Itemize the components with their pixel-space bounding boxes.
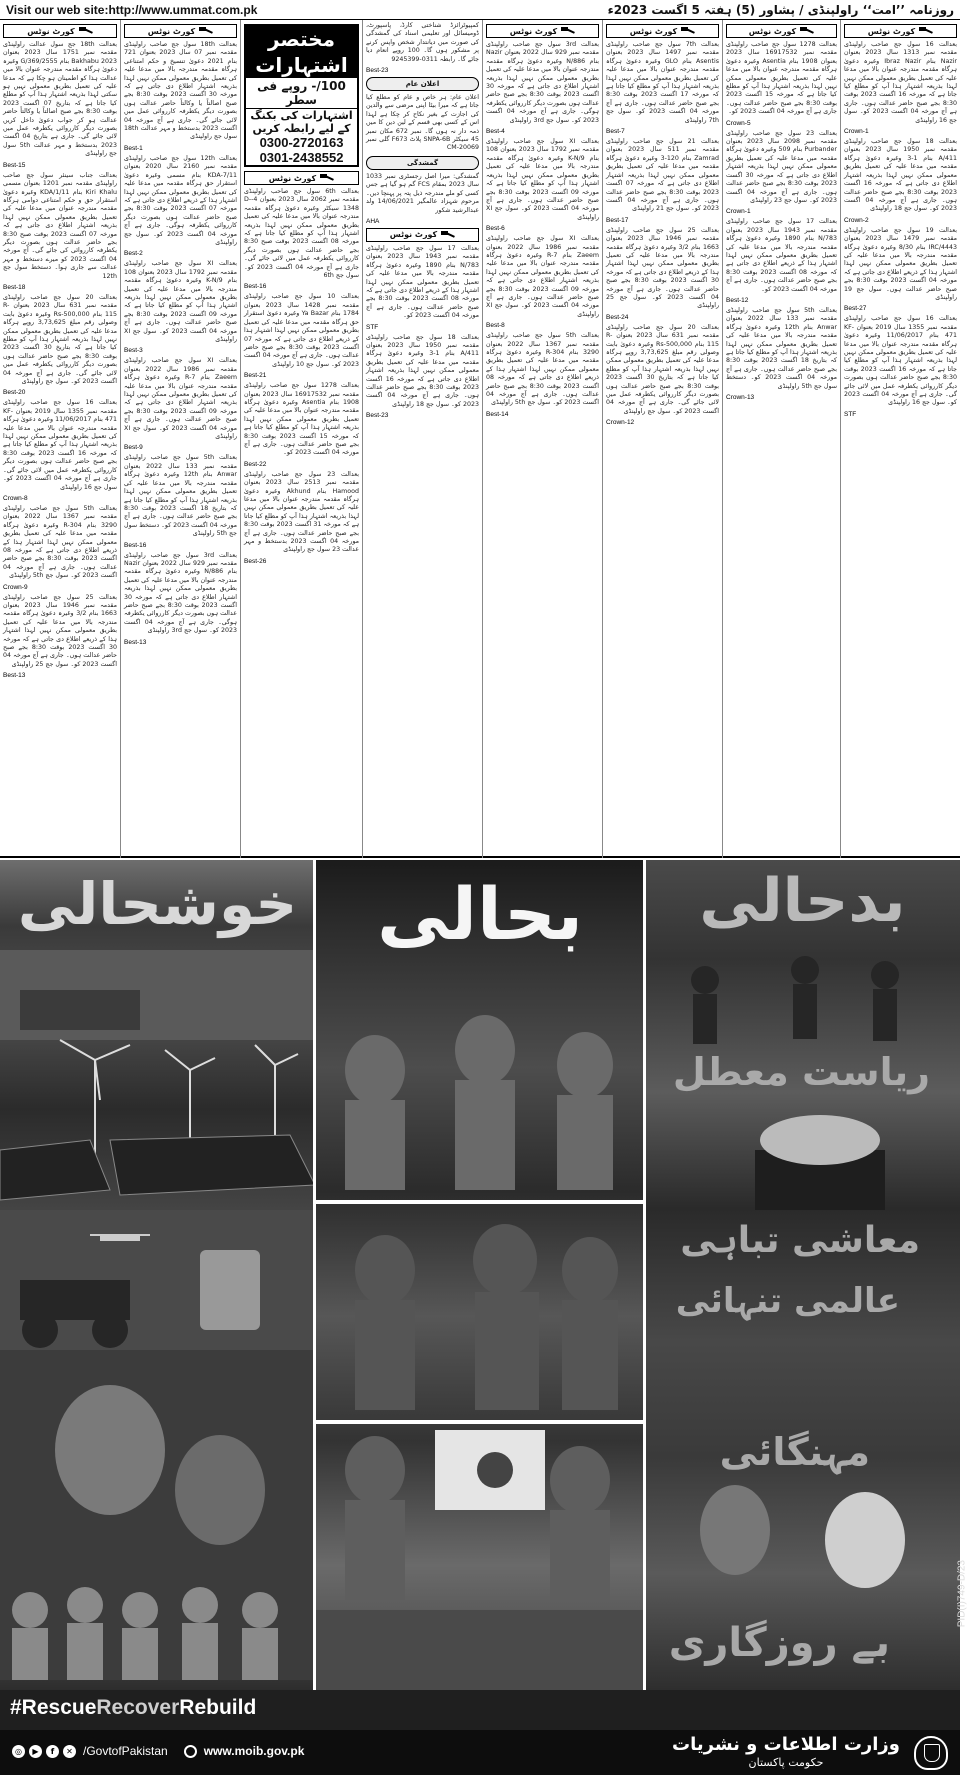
facebook-icon[interactable]: f: [46, 1745, 59, 1758]
protester-portrait: [825, 1492, 905, 1588]
overlay-unemployment: بے روزگاری: [668, 1620, 890, 1666]
public-announcement: اعلان عام: ہر خاص و عام کو مطلع کیا جاتا ہے کہ میرا بیٹا اپنی مرضی سے والدین کی اجازت کے بغیر نکاح کر چکا ہے لہذا اس کے کسی بھی قسم کے لین دین کا میں ذمہ دار نہ ہوں گا۔ نمبر 672 مکان نمبر 45 سیکٹر SNPA-6B پلاٹ F673 گلی نمبر CM-20069: [366, 94, 479, 152]
gavel-icon: [199, 27, 213, 35]
court-notice-header: کورٹ نوٹس: [844, 24, 957, 38]
deterioration-panel: [645, 860, 960, 1690]
student-portrait: [175, 1435, 265, 1545]
diplomacy-collage: [315, 970, 645, 1690]
ad-code: Crown-1: [844, 128, 869, 136]
court-notice: بعدالت XI سول جج صاحب راولپنڈی مقدمہ نمبر 1986 سال 2022 بعنوان Zaeem بنام R-7 وغیرہ دعویٰ ہرگاہ مقدمہ مندرجہ عنوان بالا میں مدعا علیہ کی تعمیل بطریق معمولی ممکن نہیں لہذا بذریعہ اشتہار اطلاع دی جاتی ہے کہ مورخہ 09 اگست 2023 بوقت 8:30 بجے صبح حاضر عدالت ہوں۔ جاری ہے آج مورخہ 04 اگست 2023 کو۔ سول جج XI راولپنڈی: [124, 357, 237, 441]
dateline: روزنامہ ’’امت‘‘ راولپنڈی / پشاور (5) ہفتہ 5 اگست 2023ء: [607, 2, 954, 17]
court-notice-header: کورٹ نوٹس: [726, 24, 837, 38]
solar-panels-icon: [0, 1135, 315, 1200]
ad-code: Best-20: [3, 389, 26, 397]
ad-code: Best-23: [366, 412, 389, 420]
pid-code: PID(I)749-D/23: [956, 1560, 967, 1628]
restoration-heading: بحالی: [377, 872, 583, 956]
prosperity-heading: خوشحالی: [17, 870, 298, 938]
ad-code: Best-22: [244, 460, 267, 468]
court-notice: بعدالت 5th سول جج صاحب راولپنڈی مقدمہ نمبر 1367 سال 2022 بعنوان 3290 بنام R-304 وغیرہ دعویٰ ہرگاہ مقدمہ میں مدعا علیہ کی تعمیل بطریق معمولی ممکن نہیں لہذا اشتہار ہذا کے ذریعے اطلاع دی جاتی ہے کہ مورخہ 08 اگست 2023 بوقت 8:30 بجے صبح حاضر عدالت ہوں۔ جاری ہے آج مورخہ 04 اگست 2023 کو۔ سول جج 5th راولپنڈی: [3, 504, 117, 580]
relief-distribution-scene: [315, 1610, 645, 1690]
classified-title: مختصر اشتہارات: [246, 26, 357, 78]
court-notice: بعدالت 23 سول جج صاحب راولپنڈی مقدمہ نمبر 2098 سال 2023 بعنوان Purbander بنام 509 وغیرہ دعویٰ ہرگاہ مقدمہ میں مدعا علیہ کی تعمیل بطریق معمولی ممکن نہیں لہذا بذریعہ اشتہار اطلاع دی جاتی ہے کہ مورخہ 30 اگست 2023 بوقت 8:30 بجے صبح حاضر عدالت ہوں۔ جاری ہے آج مورخہ 04 اگست 2023 کو۔ سول جج 23 راولپنڈی: [726, 129, 837, 204]
court-notice-header: کورٹ نوٹس: [244, 171, 359, 185]
ad-code: Crown-9: [3, 583, 28, 591]
lost-notice: کمپیوٹرائزڈ شناختی کارڈ، پاسپورٹ، ڈومیسائل اور تعلیمی اسناد کی گمشدگی کی صورت میں دیانتدار شخص واپس کرنے پر مشکور ہوں گا۔ 100 روپے انعام دیا جائے گا۔ رابطہ 0311-9245399: [366, 22, 479, 63]
court-notice: بعدالت 5th سول جج صاحب راولپنڈی مقدمہ نمبر 1367 سال 2022 بعنوان 3290 بنام R-304 وغیرہ دعویٰ ہرگاہ مقدمہ میں مدعا علیہ کی تعمیل بطریق معمولی ممکن نہیں لہذا اشتہار ہذا کے ذریعے اطلاع دی جاتی ہے کہ مورخہ 08 اگست 2023 بوقت 8:30 بجے صبح حاضر عدالت ہوں۔ جاری ہے آج مورخہ 04 اگست 2023 کو۔ سول جج 5th راولپنڈی: [486, 332, 599, 407]
ad-code: Best-6: [486, 225, 505, 233]
burning-vehicle-icon: [755, 1115, 885, 1210]
ad-code: Best-4: [486, 128, 505, 136]
court-notice: بعدالت 21 سول جج صاحب راولپنڈی مقدمہ نمبر 511 سال 2023 بعنوان Zamrad بنام 120-3 وغیرہ دعویٰ ہرگاہ مقدمہ میں مدعا علیہ کی تعمیل بطریق معمولی ممکن نہیں لہذا بذریعہ اشتہار اطلاع دی جاتی ہے کہ مورخہ 07 اگست 2023 بوقت 8:30 بجے صبح حاضر عدالت ہوں۔ جاری ہے آج مورخہ 04 اگست 2023 کو۔ سول جج 21 راولپنڈی: [606, 138, 720, 213]
classified-column-1: [0, 20, 120, 858]
court-notice: بعدالت 18th سول جج صاحب راولپنڈی مقدمہ نمبر 07 سال 2023 بعنوان 721 بنام 2021 دعویٰ تنسیخ و حکم امتناعی ہرگاہ مقدمہ مندرجہ بالا میں مدعا علیہ کی تعمیل بطریق معمولی ممکن نہیں لہذا بذریعہ اشتہار اطلاع دی جاتی ہے کہ مورخہ 30 اگست 2023 بوقت 8:30 بجے صبح اصالتاً یا وکالتاً حاضر عدالت ہوں بصورت دیگر یکطرفہ کارروائی عمل میں لائی جائے گی۔ جاری ہے آج مورخہ 04 اگست 2023 بدستخط و مہر عدالت 18th سول جج راولپنڈی: [124, 41, 237, 141]
state-emblem-icon: [914, 1736, 948, 1770]
website-line[interactable]: Visit our web site:http://www.ummat.com.pk: [6, 2, 258, 17]
ad-code: Best-1: [124, 144, 143, 152]
classified-column-5: [482, 20, 602, 858]
overlay-state-suspended: ریاست معطل: [672, 1050, 930, 1094]
court-notice: بعدالت 17 سول جج صاحب راولپنڈی مقدمہ نمبر 1943 سال 2023 بعنوان N/783 بنام 1890 وغیرہ دعویٰ ہرگاہ مقدمہ مندرجہ بالا میں مدعا علیہ کی تعمیل بطریق معمولی ممکن نہیں لہذا اشتہار ہذا کے ذریعے اطلاع دی جاتی ہے کہ مورخہ 08 اگست 2023 بوقت 8:30 بجے صبح حاضر عدالت ہوں۔ جاری ہے آج مورخہ 04 اگست 2023 کو۔: [366, 244, 479, 320]
ad-code: Best-15: [3, 161, 26, 169]
ad-code: STF: [366, 323, 379, 331]
court-notice: بعدالت 5th سول جج صاحب راولپنڈی مقدمہ نمبر 133 سال 2022 بعنوان Anwar بنام 12th وغیرہ دعویٰ ہرگاہ مقدمہ مندرجہ بالا میں مدعا علیہ کی تعمیل بطریق معمولی ممکن نہیں لہذا بذریعہ اشتہار ہذا آپ کو مطلع کیا جاتا ہے کہ بتاریخ 18 اگست 2023 بوقت 8:30 بجے صبح حاضر عدالت ہوں۔ جاری ہے آج مورخہ 04 اگست 2023 کو۔ دستخط سول جج 5th راولپنڈی: [726, 306, 838, 390]
court-notice: بعدالت 12th سول جج صاحب راولپنڈی مقدمہ نمبر 2160 سال 2020 بعنوان KDA-7/11 بنام مسمی وغیرہ دعویٰ استقرار حق ہرگاہ مقدمہ میں مدعا علیہ کی تعمیل بطریق معمولی ممکن نہیں لہذا اشتہار ہذا کے ذریعے اطلاع دی جاتی ہے کہ مورخہ 07 اگست 2023 بوقت 8:30 بجے صبح حاضر عدالت ہوں بصورت دیگر کارروائی یکطرفہ ہوگی۔ جاری ہے آج مورخہ 04 اگست 2023 کو۔ سول جج راولپنڈی: [124, 154, 237, 246]
court-notice: بعدالت 23 سول جج صاحب راولپنڈی مقدمہ نمبر 2513 سال 2023 بعنوان Hamood بنام Akhund وغیرہ دعویٰ ہرگاہ مقدمہ مندرجہ عنوان بالا میں مدعا علیہ کی تعمیل بطریق معمولی ممکن نہیں لہذا بذریعہ اشتہار ہذا آپ کو مطلع کیا جاتا ہے کہ مورخہ 31 اگست 2023 بوقت 8:30 بجے صبح حاضر عدالت ہوں۔ جاری ہے آج مورخہ 04 اگست 2023 بدستخط و مہر عدالت 23 سول جج راولپنڈی: [244, 470, 360, 554]
classified-booking: اشتہارات کی بکنگ کے لیے رابطہ کریں: [250, 109, 353, 135]
court-notice: بعدالت 20 سول جج صاحب راولپنڈی مقدمہ نمبر 631 سال 2023 بعنوان R-115 بنام Rs-500,000 وغیرہ دعویٰ بابت وصولی رقم مبلغ 3,73,625 روپے ہرگاہ مدعا علیہ کی تعمیل بطریق معمولی ممکن نہیں لہذا بذریعہ اشتہار ہذا آپ کو مطلع کیا جاتا ہے کہ بتاریخ 30 اگست 2023 بوقت 8:30 بجے صبح حاضر عدالت ہوں بصورت دیگر کارروائی یکطرفہ عمل میں لائی جائے گی۔ جاری ہے آج مورخہ 04 اگست 2023 کو۔ سول جج راولپنڈی: [606, 323, 720, 415]
panel-divider: [313, 860, 316, 1690]
court-notice: بعدالت 1278 سول جج صاحب راولپنڈی مقدمہ نمبر 16917532 سال 2023 بعنوان 1908 بنام Asentia وغیرہ دعویٰ ہرگاہ مقدمہ مندرجہ عنوان بالا میں مدعا علیہ کی تعمیل بطریق معمولی ممکن نہیں لہذا بذریعہ اشتہار ہذا آپ کو مطلع کیا جاتا ہے کہ مورخہ 15 اگست 2023 بوقت 8:30 بجے صبح حاضر عدالت ہوں۔ جاری ہے آج مورخہ 04 اگست 2023 کو۔: [244, 382, 359, 457]
classified-column-2: [120, 20, 240, 858]
lost-registry-notice: گمشدگی: میرا اصل رجسٹری نمبر 1033 سال 2023 بمقام FCS گم ہو گیا ہے جس کسی کو ملے مندرجہ ذیل پتہ پر پہنچا دیں۔ مرحوم شہزاد عالمگیر 14/06/2021 ولد عبدالرشید شکور: [366, 172, 479, 214]
court-notice: بعدالت 1278 سول جج صاحب راولپنڈی مقدمہ نمبر 16917532 سال 2023 بعنوان 1908 بنام Asentia وغیرہ دعویٰ ہرگاہ مقدمہ مندرجہ عنوان بالا میں مدعا علیہ کی تعمیل بطریق معمولی ممکن نہیں لہذا بذریعہ اشتہار ہذا آپ کو مطلع کیا جاتا ہے کہ مورخہ 15 اگست 2023 بوقت 8:30 بجے صبح حاضر عدالت ہوں۔ جاری ہے آج مورخہ 04 اگست 2023 کو۔: [726, 41, 837, 116]
court-notice: بعدالت 25 سول جج صاحب راولپنڈی مقدمہ نمبر 1946 سال 2023 بعنوان 1663 بنام 3/2 وغیرہ دعویٰ ہرگاہ مقدمہ مندرجہ بالا میں مدعا علیہ کی تعمیل بطریق معمولی ممکن نہیں لہذا اشتہار ہذا کے ذریعے اطلاع دی جاتی ہے کہ مورخہ 30 اگست 2023 بوقت 8:30 بجے صبح حاضر عدالت ہوں۔ جاری ہے آج مورخہ 04 اگست 2023 کو۔ سول جج 25 راولپنڈی: [3, 593, 117, 668]
ad-code: Best-17: [606, 216, 629, 224]
overlay-economic-destruction: معاشی تباہی: [680, 1220, 920, 1261]
classified-column-8: [840, 20, 960, 858]
ad-code: Crown-13: [726, 394, 755, 402]
ad-code: Crown-5: [726, 119, 751, 127]
government-name: حکومت پاکستان: [748, 1756, 824, 1769]
ad-code: Crown-8: [3, 494, 28, 502]
ad-code: Best-16: [124, 541, 147, 549]
ad-code: Best-21: [244, 372, 267, 380]
court-notice: بعدالت 16 سول جج صاحب راولپنڈی مقدمہ نمبر 1355 سال 2019 بعنوان KF-471 بنام 11/06/2017 وغیرہ دعویٰ ہرگاہ مقدمہ مندرجہ عنوان بالا میں مدعا علیہ کی تعمیل بطریق معمولی ممکن نہیں لہذا بذریعہ اشتہار ہذا آپ کو مطلع کیا جاتا ہے کہ مورخہ 16 اگست 2023 بوقت 8:30 بجے صبح حاضر عدالت ہوں بصورت دیگر کارروائی یکطرفہ عمل میں لائی جائے گی۔ جاری ہے آج مورخہ 04 اگست 2023 کو۔ سول جج 16 راولپنڈی: [844, 315, 957, 407]
ad-code: Best-14: [486, 410, 509, 418]
classified-rate: 100/- روپے فی سطر: [246, 78, 357, 109]
gavel-icon: [79, 27, 93, 35]
court-notice-header: کورٹ نوٹس: [606, 24, 719, 38]
youtube-icon[interactable]: ▶: [29, 1745, 42, 1758]
x-twitter-icon[interactable]: ✕: [63, 1745, 76, 1758]
government-advertisement: [0, 860, 967, 1775]
ad-footer: [0, 1730, 960, 1775]
court-notice: بعدالت XI سول جج صاحب راولپنڈی مقدمہ نمبر 1986 سال 2022 بعنوان Zaeem بنام R-7 وغیرہ دعویٰ ہرگاہ مقدمہ مندرجہ عنوان بالا میں مدعا علیہ کی تعمیل بطریق معمولی ممکن نہیں لہذا بذریعہ اشتہار اطلاع دی جاتی ہے کہ مورخہ 09 اگست 2023 بوقت 8:30 بجے صبح حاضر عدالت ہوں۔ جاری ہے آج مورخہ 04 اگست 2023 کو۔ سول جج XI راولپنڈی: [486, 235, 599, 318]
classified-rates-box: [244, 24, 359, 167]
ad-code: Best-13: [124, 638, 147, 646]
court-notice: بعدالت 18 سول جج صاحب راولپنڈی مقدمہ نمبر 1950 سال 2023 بعنوان A/411 بنام 1-3 وغیرہ دعویٰ ہرگاہ مقدمہ میں مدعا علیہ کی تعمیل بطریق معمولی ممکن نہیں لہذا بذریعہ اشتہار اطلاع دی جاتی ہے کہ مورخہ 16 اگست 2023 بوقت 8:30 بجے صبح حاضر عدالت ہوں۔ جاری ہے آج مورخہ 04 اگست 2023 کو۔ سول جج 18 راولپنڈی: [366, 333, 480, 408]
restoration-panel: [315, 860, 645, 1690]
gavel-icon: [681, 27, 695, 35]
court-notice-header: کورٹ نوٹس: [3, 24, 117, 38]
ad-code: Best-9: [124, 444, 143, 452]
court-notice: بعدالت XI سول جج صاحب راولپنڈی مقدمہ نمبر 1792 سال 2023 بعنوان 108 بنام K-N/9 وغیرہ دعویٰ ہرگاہ مقدمہ مندرجہ بالا میں مدعا علیہ کی تعمیل بطریق معمولی ممکن نہیں لہذا بذریعہ اشتہار ہذا آپ کو مطلع کیا جاتا ہے کہ مورخہ 09 اگست 2023 بوقت 8:30 بجے صبح حاضر عدالت ہوں۔ جاری ہے آج مورخہ 04 اگست 2023 کو۔ سول جج XI راولپنڈی: [486, 138, 599, 221]
court-notice: بعدالت 10 سول جج صاحب راولپنڈی مقدمہ نمبر 1428 سال 2023 بعنوان 1784 بنام Ya Bazar وغیرہ دعویٰ استقرار حق ہرگاہ مقدمہ میں مدعا علیہ کی تعمیل بطریق معمولی ممکن نہیں لہذا اشتہار ہذا کے ذریعے اطلاع دی جاتی ہے کہ مورخہ 07 اگست 2023 بوقت 8:30 بجے صبح حاضر عدالت ہوں۔ جاری ہے آج مورخہ 04 اگست 2023 کو۔ سول جج 10 راولپنڈی: [244, 293, 359, 368]
court-notice: بعدالت 17 سول جج صاحب راولپنڈی مقدمہ نمبر 1943 سال 2023 بعنوان N/783 بنام 1890 وغیرہ دعویٰ ہرگاہ مقدمہ مندرجہ بالا میں مدعا علیہ کی تعمیل بطریق معمولی ممکن نہیں لہذا اشتہار ہذا کے ذریعے اطلاع دی جاتی ہے کہ مورخہ 08 اگست 2023 بوقت 8:30 بجے صبح حاضر عدالت ہوں۔ جاری ہے آج مورخہ 04 اگست 2023 کو۔: [726, 218, 837, 293]
overlay-global-isolation: عالمی تنہائی: [675, 1281, 900, 1321]
smartphone-icon: [200, 1250, 260, 1330]
ad-code: Best-18: [3, 283, 26, 291]
overlay-inflation: مہنگائی: [719, 1430, 870, 1474]
prosperity-panel: [0, 860, 315, 1690]
classified-column-7: [722, 20, 840, 858]
court-notice: بعدالت 19 سول جج صاحب راولپنڈی مقدمہ نمبر 1479 سال 2023 بعنوان IRC/4443 بنام 8/30 وغیرہ دعویٰ ہرگاہ مقدمہ مندرجہ بالا میں مدعا علیہ کی تعمیل بطریق معمولی ممکن نہیں لہذا اشتہار ہذا کے ذریعے اطلاع دی جاتی ہے کہ مورخہ 04 اگست 2023 بوقت 8:30 بجے صبح حاضر عدالت ہوں۔ سول جج 19 راولپنڈی: [844, 226, 957, 301]
ad-code: Crown-2: [844, 216, 869, 224]
campaign-hashtag[interactable]: #RescueRecoverRebuild: [10, 1696, 257, 1719]
court-notice: بعدالت 20 سول جج صاحب راولپنڈی مقدمہ نمبر 631 سال 2023 بعنوان R-115 بنام Rs-500,000 وغیرہ دعویٰ بابت وصولی رقم مبلغ 3,73,625 روپے ہرگاہ مدعا علیہ کی تعمیل بطریق معمولی ممکن نہیں لہذا بذریعہ اشتہار ہذا آپ کو مطلع کیا جاتا ہے کہ بتاریخ 30 اگست 2023 بوقت 8:30 بجے صبح حاضر عدالت ہوں بصورت دیگر کارروائی یکطرفہ عمل میں لائی جائے گی۔ جاری ہے آج مورخہ 04 اگست 2023 کو۔ سول جج راولپنڈی: [3, 293, 118, 386]
panel-divider: [643, 860, 646, 1690]
ad-code: Best-26: [244, 557, 267, 565]
gavel-icon: [561, 27, 575, 35]
ad-code: Best-27: [844, 305, 867, 313]
social-handle[interactable]: /GovtofPakistan: [83, 1744, 168, 1758]
ad-code: Crown-12: [606, 419, 635, 427]
classified-column-6: [602, 20, 722, 858]
gavel-icon: [441, 231, 455, 239]
ad-code: Crown-1: [726, 208, 751, 216]
announcement-banner: اعلان عام: [366, 77, 479, 91]
classified-column-4: [362, 20, 482, 858]
gavel-icon: [919, 27, 933, 35]
ad-code: Best-16: [244, 283, 267, 291]
court-notice: بعدالت 25 سول جج صاحب راولپنڈی مقدمہ نمبر 1946 سال 2023 بعنوان 1663 بنام 3/2 وغیرہ دعویٰ ہرگاہ مقدمہ مندرجہ بالا میں مدعا علیہ کی تعمیل بطریق معمولی ممکن نہیں لہذا اشتہار ہذا کے ذریعے اطلاع دی جاتی ہے کہ مورخہ 30 اگست 2023 بوقت 8:30 بجے صبح حاضر عدالت ہوں۔ جاری ہے آج مورخہ 04 اگست 2023 کو۔ سول جج 25 راولپنڈی: [606, 226, 719, 310]
ad-code: Best-23: [366, 67, 389, 75]
court-notice: بعدالت 16 سول جج صاحب راولپنڈی مقدمہ نمبر 1355 سال 2019 بعنوان KF-471 بنام 11/06/2017 وغیرہ دعویٰ ہرگاہ مقدمہ مندرجہ عنوان بالا میں مدعا علیہ کی تعمیل بطریق معمولی ممکن نہیں لہذا بذریعہ اشتہار ہذا آپ کو مطلع کیا جاتا ہے کہ مورخہ 16 اگست 2023 بوقت 8:30 بجے صبح حاضر عدالت ہوں بصورت دیگر کارروائی یکطرفہ عمل میں لائی جائے گی۔ جاری ہے آج مورخہ 04 اگست 2023 کو۔ سول جج 16 راولپنڈی: [3, 399, 117, 491]
court-notice: بعدالت 18th جج سول عدالت راولپنڈی مقدمہ نمبر 1751 سال 2023 بعنوان 2023 Bakhabu بنام 2555/G/369 وغیرہ دعویٰ ہرگاہ مقدمہ مندرجہ عنوان بالا میں عدالت ہذا کو اطمینان ہو چکا ہے کہ مدعا علیہ کی تعمیل بطریق معمولی نہیں ہو سکتی لہذا بذریعہ اشتہار ہذا آپ کو مطلع کیا جاتا ہے کہ بتاریخ 07 اگست 2023 بوقت 8:30 بجے صبح اصالتاً یا وکالتاً حاضر عدالت ہو کر جواب دعویٰ داخل کریں بصورت دیگر کارروائی یکطرفہ عمل میں لائی جائے گی۔ جاری ہے بتاریخ 04 اگست 2023 بدستخط و مہر عدالت 5th سول جج راولپنڈی: [3, 41, 118, 158]
court-notice-header: کورٹ نوٹس: [366, 228, 479, 242]
court-notice: بعدالت 3rd سول جج صاحب راولپنڈی مقدمہ نمبر 929 سال 2022 بعنوان Nazir بنام N/886 وغیرہ دعویٰ ہرگاہ مقدمہ مندرجہ عنوان بالا میں مدعا علیہ کی تعمیل بطریق معمولی ممکن نہیں لہذا بذریعہ اشتہار اطلاع دی جاتی ہے کہ مورخہ 30 اگست 2023 بوقت 8:30 بجے صبح حاضر عدالت ہوں بصورت دیگر کارروائی یکطرفہ ہوگی۔ جاری ہے آج مورخہ 04 اگست 2023 کو۔ سول جج 3rd راولپنڈی: [486, 41, 599, 124]
court-notice: بعدالت 7th سول جج صاحب راولپنڈی مقدمہ نمبر 1497 سال 2023 بعنوان Asentis بنام GLO وغیرہ دعویٰ ہرگاہ مقدمہ مندرجہ عنوان بالا میں مدعا علیہ کی تعمیل بطریق معمولی ممکن نہیں لہذا بذریعہ اشتہار ہذا آپ کو مطلع کیا جاتا ہے کہ مورخہ 17 اگست 2023 بوقت 8:30 بجے صبح حاضر عدالت ہوں۔ جاری ہے آج مورخہ 04 اگست 2023 کو۔ سول جج 7th راولپنڈی: [606, 41, 719, 124]
globe-icon: [184, 1745, 197, 1758]
ad-code: Best-13: [3, 672, 26, 680]
leader-portrait: [55, 1385, 165, 1515]
court-notice: بعدالت 5th سول جج صاحب راولپنڈی مقدمہ نمبر 133 سال 2022 بعنوان Anwar بنام 12th وغیرہ دعویٰ ہرگاہ مقدمہ مندرجہ بالا میں مدعا علیہ کی تعمیل بطریق معمولی ممکن نہیں لہذا بذریعہ اشتہار ہذا آپ کو مطلع کیا جاتا ہے کہ بتاریخ 18 اگست 2023 بوقت 8:30 بجے صبح حاضر عدالت ہوں۔ جاری ہے آج مورخہ 04 اگست 2023 کو۔ دستخط سول جج 5th راولپنڈی: [124, 454, 238, 538]
court-notice: بعدالت جناب سینئر سول جج صاحب راولپنڈی مقدمہ نمبر 1201 بعنوان مسمی Kiri Khalu بنام KDA/1/11 وغیرہ دعویٰ استقرار حق و حکم امتناعی دوامی ہرگاہ مقدمہ مندرجہ عنوان میں مدعا علیہ کی تعمیل بطریق معمولی ممکن نہیں لہذا بذریعہ اشتہار اطلاع دی جاتی ہے کہ مورخہ 07 اگست 2023 بوقت صبح 8:30 بجے حاضر عدالت ہوں بصورت دیگر یکطرفہ کارروائی کی جائے گی۔ آج مورخہ 04 اگست 2023 کو میرے دستخط و مہر عدالت سے جاری ہوا۔ دستخط سول جج 12th: [3, 171, 118, 280]
court-notice: بعدالت 6th سول جج صاحب راولپنڈی مقدمہ نمبر 2062 سال 2023 بعنوان 4-D-1348 سیکٹر وغیرہ دعویٰ ہرگاہ مقدمہ مندرجہ عنوان بالا میں مدعا علیہ کی تعمیل بطریق معمولی ممکن نہیں لہذا بذریعہ اشتہار ہذا آپ کو مطلع کیا جاتا ہے کہ مورخہ 08 اگست 2023 بوقت صبح 8:30 بجے حاضر عدالت ہوں بصورت دیگر کارروائی یکطرفہ عمل میں لائی جائے گی۔ جاری ہے آج مورخہ 04 اگست 2023 کو۔ سول جج 6th: [244, 188, 359, 280]
gavel-icon: [800, 27, 814, 35]
social-links: [12, 1744, 304, 1758]
ministry-website[interactable]: www.moib.gov.pk: [203, 1744, 305, 1758]
masthead: [0, 0, 960, 20]
court-notice: بعدالت XI سول جج صاحب راولپنڈی مقدمہ نمبر 1792 سال 2023 بعنوان 108 بنام K-N/9 وغیرہ دعویٰ ہرگاہ مقدمہ مندرجہ بالا میں مدعا علیہ کی تعمیل بطریق معمولی ممکن نہیں لہذا بذریعہ اشتہار ہذا آپ کو مطلع کیا جاتا ہے کہ مورخہ 09 اگست 2023 بوقت 8:30 بجے صبح حاضر عدالت ہوں۔ جاری ہے آج مورخہ 04 اگست 2023 کو۔ سول جج XI راولپنڈی: [124, 260, 237, 343]
protest-crowd: [691, 956, 899, 1044]
ad-code: Best-2: [124, 250, 143, 258]
prosperity-collage: [0, 950, 315, 1680]
court-notice-header: کورٹ نوٹس: [124, 24, 237, 38]
booking-phone-2[interactable]: 0301-2438552: [259, 150, 344, 165]
ad-code: AHA: [366, 217, 380, 225]
gavel-icon: [320, 174, 334, 182]
booking-phone-1[interactable]: 0300-2720163: [259, 135, 344, 150]
deterioration-heading: بدحالی: [699, 866, 906, 936]
ministry-signature: [672, 1734, 900, 1770]
ad-code: STF: [844, 410, 857, 418]
lost-banner: گمشدگی: [366, 156, 479, 170]
ministry-name: وزارت اطلاعات و نشریات: [672, 1734, 900, 1755]
court-notice: بعدالت 3rd سول جج صاحب راولپنڈی مقدمہ نمبر 929 سال 2022 بعنوان Nazir بنام N/886 وغیرہ دعویٰ ہرگاہ مقدمہ مندرجہ عنوان بالا میں مدعا علیہ کی تعمیل بطریق معمولی ممکن نہیں لہذا بذریعہ اشتہار اطلاع دی جاتی ہے کہ مورخہ 30 اگست 2023 بوقت 8:30 بجے صبح حاضر عدالت ہوں بصورت دیگر کارروائی یکطرفہ ہوگی۔ جاری ہے آج مورخہ 04 اگست 2023 کو۔ سول جج 3rd راولپنڈی: [124, 551, 237, 635]
classifieds-section: [0, 20, 960, 858]
ad-code: Best-7: [606, 128, 625, 136]
ad-code: Best-8: [486, 322, 505, 330]
ad-code: Best-12: [726, 296, 749, 304]
instagram-icon[interactable]: ◎: [12, 1745, 25, 1758]
court-notice-header: کورٹ نوٹس: [486, 24, 599, 38]
court-notice: بعدالت 16 سول جج صاحب راولپنڈی مقدمہ نمبر 1313 سال 2023 بعنوان Nazir بنام Ibraz Nazir وغیرہ دعویٰ ہرگاہ مقدمہ مندرجہ عنوان بالا میں مدعا علیہ کی تعمیل بطریق معمولی ممکن نہیں لہذا بذریعہ اشتہار ہذا آپ کو مطلع کیا جاتا ہے کہ مورخہ 16 اگست 2023 بوقت 8:30 بجے صبح حاضر عدالت ہوں۔ جاری ہے آج مورخہ 04 اگست 2023 کو۔ سول جج 16 راولپنڈی: [844, 41, 957, 124]
court-notice: بعدالت 18 سول جج صاحب راولپنڈی مقدمہ نمبر 1950 سال 2023 بعنوان A/411 بنام 1-3 وغیرہ دعویٰ ہرگاہ مقدمہ میں مدعا علیہ کی تعمیل بطریق معمولی ممکن نہیں لہذا بذریعہ اشتہار اطلاع دی جاتی ہے کہ مورخہ 16 اگست 2023 بوقت 8:30 بجے صبح حاضر عدالت ہوں۔ جاری ہے آج مورخہ 04 اگست 2023 کو۔ سول جج 18 راولپنڈی: [844, 138, 958, 213]
classified-column-3: [240, 20, 362, 858]
ad-code: Best-24: [606, 313, 629, 321]
hashtag-bar: [0, 1690, 960, 1730]
ad-code: Best-3: [124, 347, 143, 355]
